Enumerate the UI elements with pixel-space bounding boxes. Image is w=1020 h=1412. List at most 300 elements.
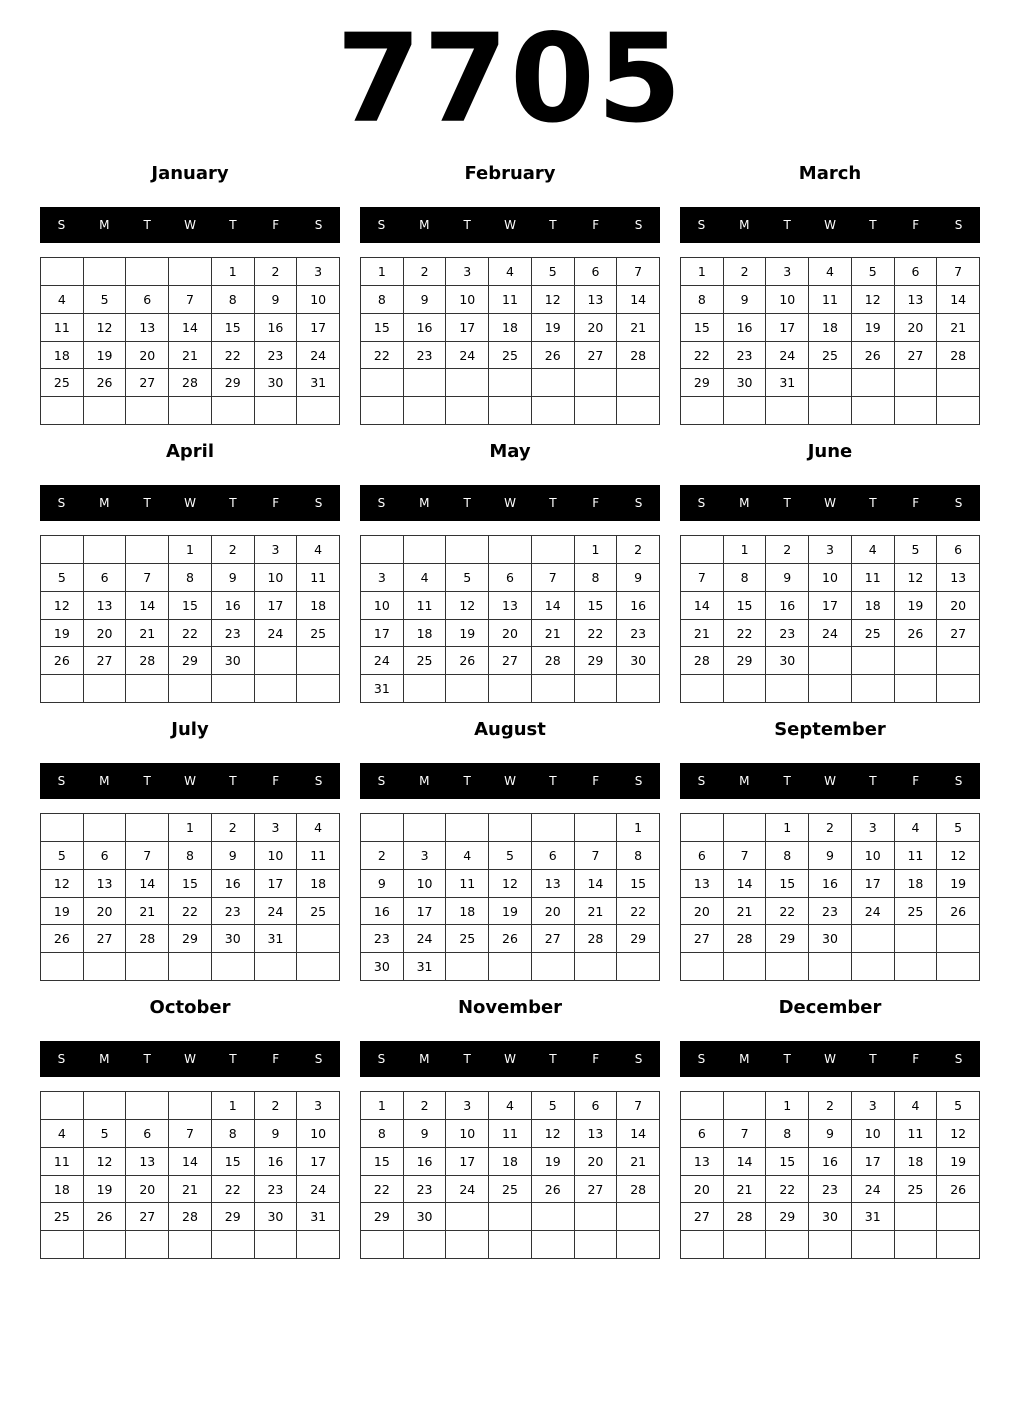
day-cell: 30 bbox=[404, 1203, 447, 1231]
day-cell: 21 bbox=[617, 314, 660, 342]
day-cell: 28 bbox=[681, 647, 724, 675]
day-cell: 27 bbox=[532, 925, 575, 953]
weekday-label: S bbox=[634, 218, 643, 232]
day-cell: 22 bbox=[212, 1176, 255, 1204]
weekday-label: M bbox=[419, 774, 430, 788]
day-cell: 3 bbox=[766, 258, 809, 286]
day-cell: 28 bbox=[169, 369, 212, 397]
month-name: May bbox=[489, 441, 531, 462]
day-cell: 15 bbox=[681, 314, 724, 342]
day-cell: 21 bbox=[169, 1176, 212, 1204]
empty-day-cell bbox=[489, 536, 532, 564]
day-cell: 17 bbox=[446, 1148, 489, 1176]
empty-day-cell bbox=[255, 675, 298, 703]
day-cell: 7 bbox=[617, 258, 660, 286]
day-cell: 30 bbox=[809, 1203, 852, 1231]
day-cell: 20 bbox=[895, 314, 938, 342]
day-cell: 5 bbox=[532, 1092, 575, 1120]
day-cell: 29 bbox=[212, 1203, 255, 1231]
weekday-label: F bbox=[272, 496, 280, 510]
weekday-label: T bbox=[869, 496, 877, 510]
day-cell: 28 bbox=[126, 925, 169, 953]
day-cell: 19 bbox=[937, 870, 980, 898]
empty-day-cell bbox=[169, 675, 212, 703]
weekday-label: W bbox=[184, 774, 196, 788]
empty-day-cell bbox=[532, 953, 575, 981]
day-cell: 28 bbox=[617, 1176, 660, 1204]
day-cell: 7 bbox=[724, 842, 767, 870]
empty-day-cell bbox=[84, 814, 127, 842]
day-cell: 22 bbox=[766, 1176, 809, 1204]
empty-day-cell bbox=[446, 953, 489, 981]
weekday-label: W bbox=[824, 1052, 836, 1066]
day-cell: 22 bbox=[361, 1176, 404, 1204]
day-cell: 22 bbox=[169, 898, 212, 926]
day-cell: 20 bbox=[937, 592, 980, 620]
weekday-label: M bbox=[99, 218, 110, 232]
weekday-label: T bbox=[783, 218, 791, 232]
weekday-label: M bbox=[739, 496, 750, 510]
weekday-label: F bbox=[912, 1052, 920, 1066]
day-cell: 10 bbox=[404, 870, 447, 898]
day-cell: 5 bbox=[937, 814, 980, 842]
day-cell: 28 bbox=[532, 647, 575, 675]
day-cell: 8 bbox=[575, 564, 618, 592]
day-cell: 28 bbox=[724, 1203, 767, 1231]
weekday-label: F bbox=[272, 218, 280, 232]
day-cell: 23 bbox=[212, 898, 255, 926]
day-cell: 25 bbox=[895, 898, 938, 926]
empty-day-cell bbox=[681, 675, 724, 703]
empty-day-cell bbox=[255, 1231, 298, 1259]
empty-day-cell bbox=[404, 369, 447, 397]
day-cell: 4 bbox=[41, 286, 84, 314]
empty-day-cell bbox=[126, 814, 169, 842]
day-cell: 23 bbox=[361, 925, 404, 953]
day-cell: 3 bbox=[361, 564, 404, 592]
weekday-label: S bbox=[954, 774, 963, 788]
weekday-header bbox=[40, 763, 340, 799]
day-cell: 13 bbox=[84, 870, 127, 898]
day-cell: 26 bbox=[489, 925, 532, 953]
day-cell: 3 bbox=[852, 1092, 895, 1120]
empty-day-cell bbox=[852, 925, 895, 953]
day-cell: 18 bbox=[895, 1148, 938, 1176]
month-may bbox=[360, 434, 660, 712]
day-grid bbox=[680, 535, 980, 703]
weekday-label: S bbox=[314, 1052, 323, 1066]
empty-day-cell bbox=[404, 675, 447, 703]
month-september bbox=[680, 712, 980, 990]
empty-day-cell bbox=[489, 953, 532, 981]
day-cell: 17 bbox=[361, 620, 404, 648]
weekday-label: F bbox=[272, 1052, 280, 1066]
day-cell: 11 bbox=[404, 592, 447, 620]
day-cell: 12 bbox=[446, 592, 489, 620]
day-cell: 27 bbox=[937, 620, 980, 648]
weekday-header bbox=[40, 1041, 340, 1077]
day-cell: 31 bbox=[255, 925, 298, 953]
empty-day-cell bbox=[126, 953, 169, 981]
day-cell: 27 bbox=[126, 369, 169, 397]
day-cell: 11 bbox=[446, 870, 489, 898]
month-july bbox=[40, 712, 340, 990]
day-cell: 3 bbox=[297, 1092, 340, 1120]
day-cell: 20 bbox=[575, 314, 618, 342]
day-cell: 31 bbox=[404, 953, 447, 981]
day-cell: 6 bbox=[681, 842, 724, 870]
day-cell: 30 bbox=[617, 647, 660, 675]
day-cell: 15 bbox=[575, 592, 618, 620]
day-cell: 8 bbox=[361, 286, 404, 314]
empty-day-cell bbox=[766, 397, 809, 425]
day-cell: 11 bbox=[41, 314, 84, 342]
day-cell: 13 bbox=[84, 592, 127, 620]
day-cell: 18 bbox=[489, 1148, 532, 1176]
day-cell: 17 bbox=[852, 870, 895, 898]
empty-day-cell bbox=[255, 397, 298, 425]
weekday-label: T bbox=[229, 218, 237, 232]
weekday-label: S bbox=[314, 774, 323, 788]
day-cell: 25 bbox=[41, 1203, 84, 1231]
day-cell: 29 bbox=[617, 925, 660, 953]
day-cell: 28 bbox=[937, 342, 980, 370]
day-cell: 19 bbox=[446, 620, 489, 648]
day-cell: 25 bbox=[489, 1176, 532, 1204]
day-cell: 8 bbox=[212, 1120, 255, 1148]
day-cell: 16 bbox=[404, 1148, 447, 1176]
month-name: September bbox=[774, 719, 886, 740]
day-cell: 25 bbox=[489, 342, 532, 370]
day-cell: 3 bbox=[297, 258, 340, 286]
day-cell: 20 bbox=[681, 1176, 724, 1204]
weekday-label: M bbox=[739, 1052, 750, 1066]
day-cell: 29 bbox=[724, 647, 767, 675]
day-cell: 15 bbox=[169, 870, 212, 898]
day-cell: 7 bbox=[681, 564, 724, 592]
day-cell: 29 bbox=[575, 647, 618, 675]
empty-day-cell bbox=[489, 814, 532, 842]
day-grid bbox=[680, 257, 980, 425]
empty-day-cell bbox=[489, 397, 532, 425]
empty-day-cell bbox=[852, 397, 895, 425]
day-cell: 8 bbox=[724, 564, 767, 592]
month-name: August bbox=[474, 719, 546, 740]
day-cell: 1 bbox=[724, 536, 767, 564]
empty-day-cell bbox=[532, 814, 575, 842]
day-cell: 3 bbox=[809, 536, 852, 564]
weekday-label: S bbox=[954, 218, 963, 232]
day-cell: 13 bbox=[489, 592, 532, 620]
weekday-label: S bbox=[57, 1052, 66, 1066]
day-cell: 5 bbox=[41, 842, 84, 870]
day-cell: 16 bbox=[724, 314, 767, 342]
day-cell: 5 bbox=[852, 258, 895, 286]
day-cell: 22 bbox=[212, 342, 255, 370]
day-cell: 12 bbox=[532, 1120, 575, 1148]
day-cell: 6 bbox=[126, 1120, 169, 1148]
empty-day-cell bbox=[169, 258, 212, 286]
day-cell: 25 bbox=[446, 925, 489, 953]
day-cell: 30 bbox=[212, 647, 255, 675]
weekday-label: S bbox=[314, 218, 323, 232]
day-cell: 22 bbox=[575, 620, 618, 648]
day-cell: 14 bbox=[126, 870, 169, 898]
day-cell: 11 bbox=[489, 286, 532, 314]
empty-day-cell bbox=[575, 1231, 618, 1259]
day-cell: 17 bbox=[809, 592, 852, 620]
day-cell: 10 bbox=[852, 1120, 895, 1148]
day-cell: 23 bbox=[724, 342, 767, 370]
day-cell: 21 bbox=[169, 342, 212, 370]
month-name: July bbox=[171, 719, 209, 740]
day-cell: 26 bbox=[446, 647, 489, 675]
day-cell: 12 bbox=[895, 564, 938, 592]
day-cell: 1 bbox=[169, 814, 212, 842]
weekday-label: F bbox=[912, 218, 920, 232]
day-cell: 2 bbox=[809, 1092, 852, 1120]
day-cell: 9 bbox=[212, 842, 255, 870]
day-cell: 14 bbox=[169, 314, 212, 342]
month-name: March bbox=[798, 163, 862, 184]
day-cell: 6 bbox=[937, 536, 980, 564]
weekday-label: T bbox=[549, 774, 557, 788]
empty-day-cell bbox=[724, 1231, 767, 1259]
empty-day-cell bbox=[681, 397, 724, 425]
day-cell: 13 bbox=[532, 870, 575, 898]
day-cell: 24 bbox=[361, 647, 404, 675]
day-cell: 1 bbox=[212, 1092, 255, 1120]
day-cell: 4 bbox=[895, 1092, 938, 1120]
empty-day-cell bbox=[126, 397, 169, 425]
month-august bbox=[360, 712, 660, 990]
day-cell: 10 bbox=[361, 592, 404, 620]
day-cell: 4 bbox=[809, 258, 852, 286]
weekday-header bbox=[360, 1041, 660, 1077]
weekday-label: W bbox=[504, 1052, 516, 1066]
day-cell: 3 bbox=[446, 1092, 489, 1120]
empty-day-cell bbox=[446, 536, 489, 564]
empty-day-cell bbox=[212, 1231, 255, 1259]
day-cell: 19 bbox=[532, 1148, 575, 1176]
day-cell: 6 bbox=[895, 258, 938, 286]
day-cell: 5 bbox=[84, 1120, 127, 1148]
day-cell: 4 bbox=[404, 564, 447, 592]
day-cell: 1 bbox=[212, 258, 255, 286]
weekday-header bbox=[360, 485, 660, 521]
day-cell: 6 bbox=[575, 258, 618, 286]
day-cell: 14 bbox=[617, 286, 660, 314]
empty-day-cell bbox=[937, 925, 980, 953]
day-cell: 6 bbox=[84, 842, 127, 870]
day-cell: 31 bbox=[297, 369, 340, 397]
day-cell: 25 bbox=[404, 647, 447, 675]
empty-day-cell bbox=[126, 258, 169, 286]
empty-day-cell bbox=[852, 953, 895, 981]
day-cell: 10 bbox=[446, 1120, 489, 1148]
year-title: 7705 bbox=[336, 8, 684, 150]
weekday-label: S bbox=[697, 1052, 706, 1066]
day-cell: 18 bbox=[852, 592, 895, 620]
day-cell: 4 bbox=[489, 258, 532, 286]
empty-day-cell bbox=[809, 953, 852, 981]
empty-day-cell bbox=[852, 369, 895, 397]
day-cell: 24 bbox=[297, 1176, 340, 1204]
empty-day-cell bbox=[212, 397, 255, 425]
day-cell: 2 bbox=[724, 258, 767, 286]
day-cell: 5 bbox=[446, 564, 489, 592]
day-cell: 28 bbox=[617, 342, 660, 370]
day-cell: 7 bbox=[169, 286, 212, 314]
day-cell: 28 bbox=[169, 1203, 212, 1231]
day-cell: 10 bbox=[852, 842, 895, 870]
weekday-label: T bbox=[463, 1052, 471, 1066]
day-cell: 23 bbox=[255, 1176, 298, 1204]
empty-day-cell bbox=[41, 258, 84, 286]
day-cell: 13 bbox=[937, 564, 980, 592]
weekday-label: T bbox=[549, 1052, 557, 1066]
weekday-label: T bbox=[869, 1052, 877, 1066]
weekday-label: M bbox=[739, 218, 750, 232]
weekday-label: S bbox=[697, 496, 706, 510]
empty-day-cell bbox=[361, 536, 404, 564]
day-cell: 24 bbox=[852, 1176, 895, 1204]
weekday-label: S bbox=[57, 496, 66, 510]
day-cell: 21 bbox=[617, 1148, 660, 1176]
empty-day-cell bbox=[895, 953, 938, 981]
day-cell: 24 bbox=[809, 620, 852, 648]
empty-day-cell bbox=[126, 536, 169, 564]
weekday-label: S bbox=[377, 496, 386, 510]
day-cell: 2 bbox=[766, 536, 809, 564]
day-cell: 25 bbox=[852, 620, 895, 648]
day-cell: 8 bbox=[766, 1120, 809, 1148]
weekday-label: W bbox=[824, 774, 836, 788]
day-cell: 18 bbox=[41, 1176, 84, 1204]
day-cell: 19 bbox=[84, 342, 127, 370]
day-cell: 11 bbox=[297, 842, 340, 870]
weekday-label: F bbox=[912, 496, 920, 510]
day-cell: 24 bbox=[766, 342, 809, 370]
day-grid bbox=[40, 535, 340, 703]
day-cell: 13 bbox=[681, 1148, 724, 1176]
day-cell: 11 bbox=[895, 842, 938, 870]
day-cell: 22 bbox=[169, 620, 212, 648]
day-cell: 23 bbox=[617, 620, 660, 648]
day-cell: 29 bbox=[212, 369, 255, 397]
weekday-label: W bbox=[824, 218, 836, 232]
empty-day-cell bbox=[617, 1203, 660, 1231]
day-cell: 20 bbox=[575, 1148, 618, 1176]
day-cell: 15 bbox=[361, 314, 404, 342]
weekday-label: T bbox=[229, 774, 237, 788]
day-cell: 23 bbox=[255, 342, 298, 370]
empty-day-cell bbox=[255, 647, 298, 675]
weekday-label: S bbox=[697, 774, 706, 788]
day-cell: 13 bbox=[575, 286, 618, 314]
day-cell: 15 bbox=[169, 592, 212, 620]
empty-day-cell bbox=[766, 675, 809, 703]
day-cell: 20 bbox=[126, 342, 169, 370]
weekday-label: T bbox=[869, 218, 877, 232]
empty-day-cell bbox=[297, 397, 340, 425]
day-cell: 1 bbox=[617, 814, 660, 842]
empty-day-cell bbox=[532, 675, 575, 703]
empty-day-cell bbox=[724, 953, 767, 981]
day-cell: 20 bbox=[84, 898, 127, 926]
weekday-header bbox=[360, 763, 660, 799]
day-cell: 24 bbox=[255, 620, 298, 648]
weekday-label: S bbox=[377, 1052, 386, 1066]
weekday-label: S bbox=[954, 1052, 963, 1066]
empty-day-cell bbox=[84, 1092, 127, 1120]
day-cell: 16 bbox=[212, 592, 255, 620]
day-cell: 31 bbox=[361, 675, 404, 703]
weekday-label: T bbox=[869, 774, 877, 788]
empty-day-cell bbox=[297, 1231, 340, 1259]
day-cell: 25 bbox=[809, 342, 852, 370]
weekday-label: S bbox=[634, 1052, 643, 1066]
day-cell: 18 bbox=[489, 314, 532, 342]
day-cell: 24 bbox=[852, 898, 895, 926]
day-cell: 13 bbox=[126, 1148, 169, 1176]
empty-day-cell bbox=[937, 953, 980, 981]
day-cell: 10 bbox=[297, 1120, 340, 1148]
weekday-label: M bbox=[419, 1052, 430, 1066]
day-cell: 4 bbox=[895, 814, 938, 842]
month-november bbox=[360, 990, 660, 1268]
month-february bbox=[360, 156, 660, 434]
day-cell: 8 bbox=[169, 842, 212, 870]
day-cell: 14 bbox=[724, 870, 767, 898]
empty-day-cell bbox=[617, 1231, 660, 1259]
day-grid bbox=[680, 1091, 980, 1259]
weekday-header bbox=[680, 1041, 980, 1077]
day-cell: 30 bbox=[212, 925, 255, 953]
empty-day-cell bbox=[361, 369, 404, 397]
day-cell: 25 bbox=[895, 1176, 938, 1204]
day-cell: 30 bbox=[255, 369, 298, 397]
empty-day-cell bbox=[895, 397, 938, 425]
day-cell: 10 bbox=[446, 286, 489, 314]
empty-day-cell bbox=[446, 369, 489, 397]
month-name: January bbox=[151, 163, 229, 184]
day-cell: 9 bbox=[404, 1120, 447, 1148]
weekday-label: T bbox=[229, 496, 237, 510]
empty-day-cell bbox=[895, 1231, 938, 1259]
empty-day-cell bbox=[489, 1203, 532, 1231]
day-cell: 4 bbox=[297, 814, 340, 842]
day-cell: 21 bbox=[532, 620, 575, 648]
empty-day-cell bbox=[617, 397, 660, 425]
day-cell: 16 bbox=[361, 898, 404, 926]
empty-day-cell bbox=[446, 1203, 489, 1231]
day-cell: 4 bbox=[41, 1120, 84, 1148]
empty-day-cell bbox=[724, 1092, 767, 1120]
day-cell: 21 bbox=[575, 898, 618, 926]
empty-day-cell bbox=[126, 1231, 169, 1259]
day-cell: 17 bbox=[297, 314, 340, 342]
day-grid bbox=[360, 813, 660, 981]
empty-day-cell bbox=[532, 536, 575, 564]
month-october bbox=[40, 990, 340, 1268]
day-cell: 7 bbox=[937, 258, 980, 286]
weekday-label: T bbox=[143, 218, 151, 232]
empty-day-cell bbox=[937, 1203, 980, 1231]
empty-day-cell bbox=[446, 1231, 489, 1259]
day-cell: 5 bbox=[895, 536, 938, 564]
day-cell: 4 bbox=[489, 1092, 532, 1120]
